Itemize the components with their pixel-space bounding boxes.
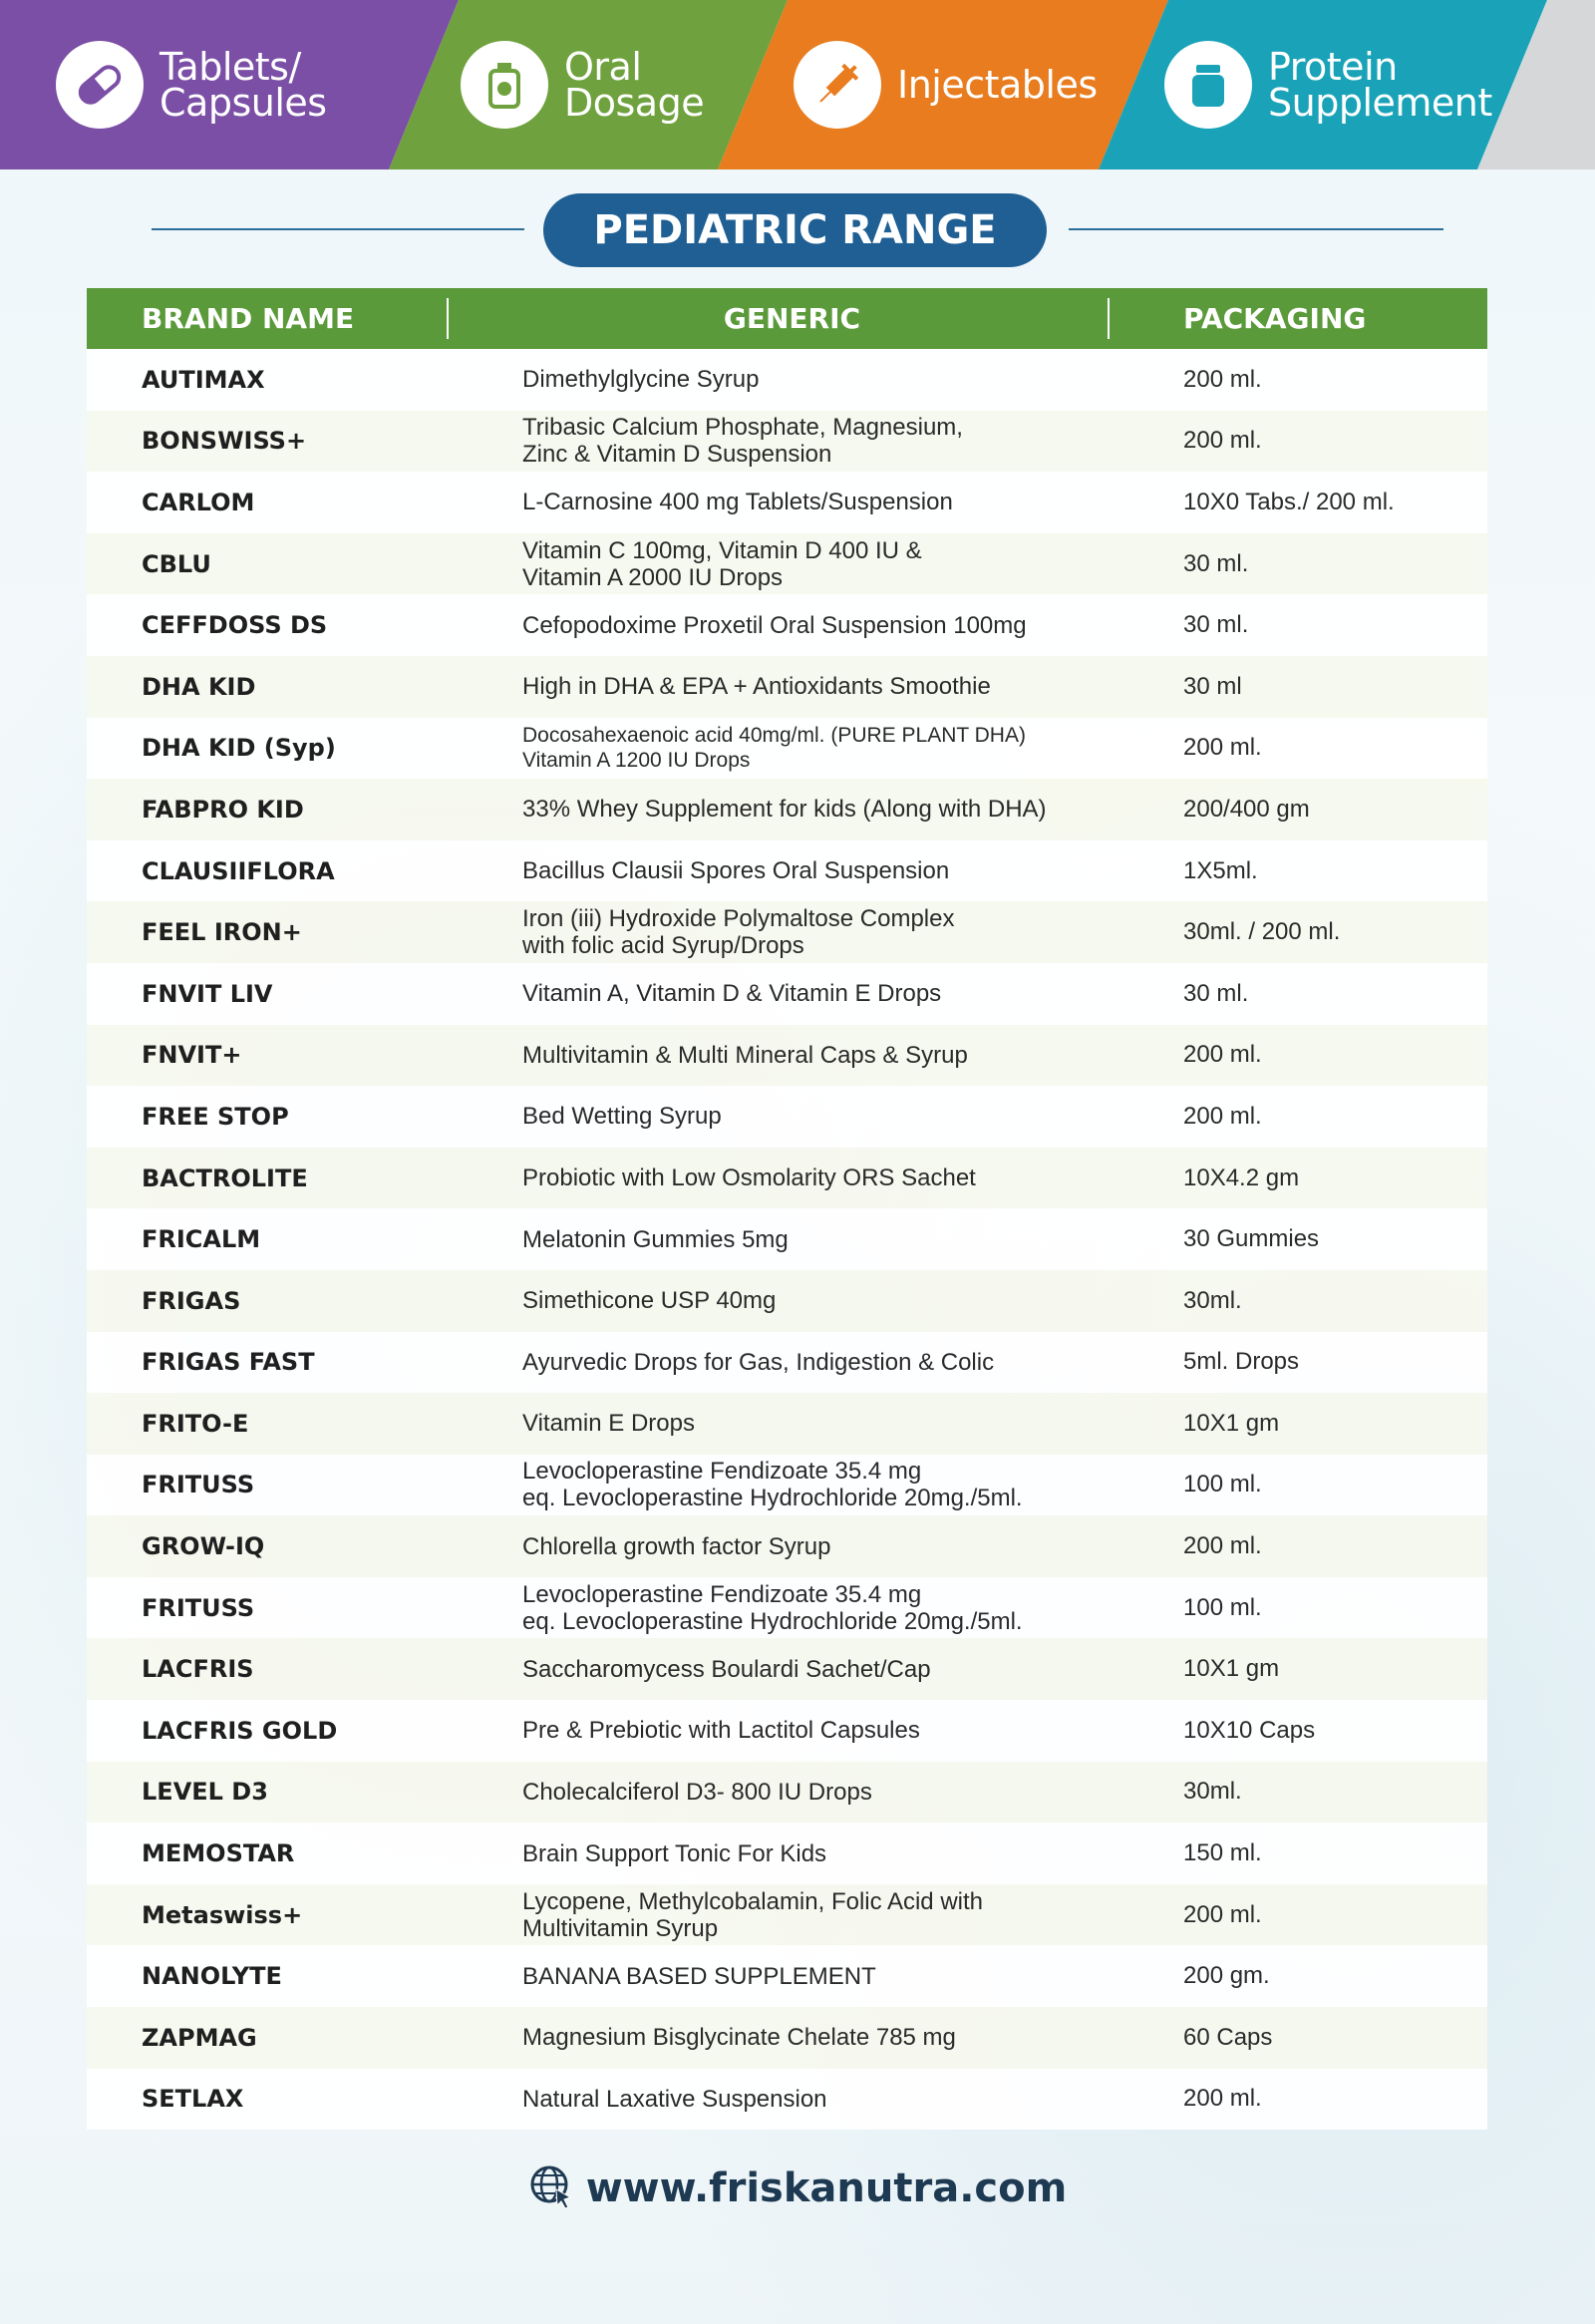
packaging-cell: 10X10 Caps (1183, 1716, 1316, 1744)
footer (0, 2154, 1595, 2223)
generic-line: Lycopene, Methylcobalamin, Folic Acid with (522, 1887, 983, 1915)
packaging-cell: 10X1 gm (1183, 1409, 1280, 1437)
generic-line: Levocloperastine Fendizoate 35.4 mg (522, 1580, 922, 1608)
table-row (87, 1823, 1487, 1884)
generic-line: Vitamin E Drops (522, 1410, 695, 1438)
tab-protein-supplement[interactable] (1164, 0, 1492, 169)
website-link[interactable]: www.friskanutra.com (585, 2165, 1068, 2211)
generic-line: Pre & Prebiotic with Lactitol Capsules (522, 1717, 920, 1745)
table-row (87, 2007, 1487, 2069)
generic-cell (522, 533, 1160, 595)
generic-line: Multivitamin & Multi Mineral Caps & Syrup (522, 1041, 968, 1069)
protein-jar-icon (1164, 41, 1252, 129)
tab-label: Tablets/ Capsules (160, 45, 327, 125)
brand-name-cell: FABPRO KID (142, 795, 304, 824)
brand-name-cell: CBLU (142, 549, 211, 578)
tab-injectables[interactable] (794, 0, 1098, 169)
generic-line: Ayurvedic Drops for Gas, Indigestion & Colic (522, 1348, 995, 1376)
table-row (87, 1762, 1487, 1824)
brand-name-cell: FREE STOP (142, 1102, 289, 1131)
generic-cell (522, 656, 1160, 718)
brand-name-cell: Metaswiss+ (142, 1900, 303, 1929)
table-row (87, 1208, 1487, 1270)
brand-name-cell: CLAUSIIFLORA (142, 856, 335, 885)
generic-line: Levocloperastine Fendizoate 35.4 mg (522, 1458, 922, 1486)
capsule-icon (56, 41, 144, 129)
generic-cell (522, 1515, 1160, 1577)
packaging-cell: 10X4.2 gm (1183, 1163, 1300, 1191)
brand-name-cell: MEMOSTAR (142, 1839, 295, 1868)
generic-line: Vitamin A 1200 IU Drops (522, 749, 751, 773)
generic-line: with folic acid Syrup/Drops (522, 932, 804, 960)
brand-name-cell: NANOLYTE (142, 1962, 282, 1991)
table-header (87, 288, 1487, 349)
page-title: PEDIATRIC RANGE (543, 193, 1047, 267)
generic-line: eq. Levocloperastine Hydrochloride 20mg./5ml. (522, 1485, 1023, 1512)
generic-line: Bacillus Clausii Spores Oral Suspension (522, 857, 950, 885)
header-divider (1108, 298, 1110, 339)
tab-label: Oral Dosage (564, 45, 705, 125)
packaging-cell: 200 ml. (1183, 427, 1262, 455)
brand-name-cell: SETLAX (142, 2085, 244, 2114)
generic-line: Simethicone USP 40mg (522, 1287, 777, 1315)
tab-tablets-capsules[interactable] (56, 0, 327, 169)
table-row (87, 779, 1487, 840)
generic-cell (522, 779, 1160, 840)
brand-name-cell: FNVIT LIV (142, 979, 273, 1008)
generic-line: Cefopodoxime Proxetil Oral Suspension 100mg (522, 611, 1027, 639)
table-row (87, 1393, 1487, 1455)
generic-cell (522, 1332, 1160, 1394)
generic-cell (522, 1455, 1160, 1516)
generic-line: Probiotic with Low Osmolarity ORS Sachet (522, 1164, 976, 1192)
generic-line: Saccharomycess Boulardi Sachet/Cap (522, 1655, 931, 1683)
generic-line: eq. Levocloperastine Hydrochloride 20mg./5ml. (522, 1607, 1023, 1635)
packaging-cell: 200 gm. (1183, 1962, 1270, 1990)
generic-line: Chlorella growth factor Syrup (522, 1532, 831, 1560)
packaging-cell: 5ml. Drops (1183, 1348, 1300, 1376)
packaging-cell: 200 ml. (1183, 1102, 1262, 1130)
table-row (87, 1638, 1487, 1700)
generic-line: BANANA BASED SUPPLEMENT (522, 1962, 876, 1990)
generic-cell (522, 472, 1160, 533)
packaging-cell: 30ml. (1183, 1778, 1242, 1806)
table-row (87, 472, 1487, 533)
column-header-brand: BRAND NAME (142, 302, 355, 335)
brand-name-cell: CARLOM (142, 488, 255, 516)
brand-name-cell: CEFFDOSS DS (142, 611, 328, 640)
packaging-cell: 10X1 gm (1183, 1655, 1280, 1683)
brand-name-cell: FEEL IRON+ (142, 918, 302, 947)
generic-cell (522, 901, 1160, 963)
packaging-cell: 30 Gummies (1183, 1225, 1320, 1253)
table-row (87, 2069, 1487, 2131)
packaging-cell: 30ml. / 200 ml. (1183, 918, 1341, 946)
packaging-cell: 200 ml. (1183, 1041, 1262, 1069)
brand-name-cell: FRITUSS (142, 1593, 255, 1622)
title-rule-right (1069, 228, 1443, 230)
generic-cell (522, 1025, 1160, 1087)
generic-line: Docosahexaenoic acid 40mg/ml. (PURE PLANT DHA) (522, 724, 1026, 748)
packaging-cell: 200/400 gm (1183, 795, 1310, 823)
packaging-cell: 100 ml. (1183, 1593, 1262, 1621)
packaging-cell: 30ml. (1183, 1286, 1242, 1314)
brand-name-cell: FRIGAS (142, 1286, 241, 1315)
packaging-cell: 30 ml. (1183, 611, 1249, 639)
generic-cell (522, 1270, 1160, 1332)
brand-name-cell: LACFRIS (142, 1655, 254, 1684)
packaging-cell: 10X0 Tabs./ 200 ml. (1183, 488, 1395, 515)
table-row (87, 1148, 1487, 1209)
table-row (87, 594, 1487, 656)
table-row (87, 1945, 1487, 2007)
generic-cell (522, 594, 1160, 656)
table-row (87, 718, 1487, 780)
packaging-cell: 200 ml. (1183, 1532, 1262, 1560)
medicine-bottle-icon (461, 41, 548, 129)
table-row (87, 1515, 1487, 1577)
brand-name-cell: FRIGAS FAST (142, 1348, 315, 1377)
generic-line: Tribasic Calcium Phosphate, Magnesium, (522, 414, 963, 442)
packaging-cell: 30 ml. (1183, 979, 1249, 1007)
generic-line: Melatonin Gummies 5mg (522, 1225, 789, 1253)
generic-cell (522, 1393, 1160, 1455)
table-row (87, 840, 1487, 902)
generic-line: Vitamin A, Vitamin D & Vitamin E Drops (522, 980, 942, 1008)
brand-name-cell: BONSWISS+ (142, 427, 307, 456)
generic-cell (522, 1148, 1160, 1209)
generic-cell (522, 1945, 1160, 2007)
table-row (87, 1455, 1487, 1516)
generic-line: Zinc & Vitamin D Suspension (522, 441, 832, 469)
brand-name-cell: FNVIT+ (142, 1041, 242, 1070)
brand-name-cell: ZAPMAG (142, 2023, 257, 2052)
table-row (87, 963, 1487, 1025)
packaging-cell: 150 ml. (1183, 1839, 1262, 1867)
table-row (87, 349, 1487, 411)
globe-cursor-icon (528, 2163, 574, 2214)
generic-cell (522, 718, 1160, 780)
generic-cell (522, 2069, 1160, 2131)
table-row (87, 1577, 1487, 1639)
generic-cell (522, 1762, 1160, 1824)
syringe-icon (794, 41, 881, 129)
generic-cell (522, 411, 1160, 473)
tab-label: Protein Supplement (1268, 45, 1492, 125)
brand-name-cell: DHA KID (142, 672, 256, 701)
packaging-cell: 200 ml. (1183, 734, 1262, 762)
category-header (0, 0, 1595, 169)
product-table (87, 288, 1487, 2130)
generic-line: Bed Wetting Syrup (522, 1103, 722, 1131)
table-row (87, 1086, 1487, 1148)
generic-cell (522, 2007, 1160, 2069)
brand-name-cell: FRICALM (142, 1225, 261, 1254)
column-header-packaging: PACKAGING (1183, 302, 1367, 335)
generic-line: L-Carnosine 400 mg Tablets/Suspension (522, 489, 953, 516)
table-row (87, 901, 1487, 963)
generic-line: Cholecalciferol D3- 800 IU Drops (522, 1778, 872, 1806)
generic-cell (522, 1208, 1160, 1270)
table-row (87, 1270, 1487, 1332)
table-body (87, 349, 1487, 2130)
table-row (87, 1025, 1487, 1087)
generic-line: Vitamin A 2000 IU Drops (522, 563, 784, 591)
generic-line: Dimethylglycine Syrup (522, 366, 760, 394)
table-row (87, 1700, 1487, 1762)
generic-cell (522, 1884, 1160, 1946)
generic-line: Vitamin C 100mg, Vitamin D 400 IU & (522, 536, 922, 564)
packaging-cell: 200 ml. (1183, 365, 1262, 393)
column-header-generic: GENERIC (723, 302, 861, 335)
generic-line: Iron (iii) Hydroxide Polymaltose Complex (522, 905, 955, 933)
brand-name-cell: BACTROLITE (142, 1163, 308, 1192)
packaging-cell: 200 ml. (1183, 1900, 1262, 1928)
brand-name-cell: FRITO-E (142, 1409, 249, 1438)
generic-cell (522, 349, 1160, 411)
tab-oral-dosage[interactable] (461, 0, 704, 169)
packaging-cell: 200 ml. (1183, 2085, 1262, 2113)
generic-cell (522, 963, 1160, 1025)
generic-cell (522, 1577, 1160, 1639)
table-row (87, 411, 1487, 473)
brand-name-cell: DHA KID (Syp) (142, 734, 336, 763)
generic-cell (522, 1823, 1160, 1884)
brand-name-cell: GROW-IQ (142, 1532, 265, 1561)
generic-cell (522, 840, 1160, 902)
generic-line: Brain Support Tonic For Kids (522, 1839, 827, 1867)
generic-line: Natural Laxative Suspension (522, 2085, 827, 2113)
generic-line: Multivitamin Syrup (522, 1914, 719, 1942)
generic-cell (522, 1700, 1160, 1762)
table-row (87, 1884, 1487, 1946)
generic-line: Magnesium Bisglycinate Chelate 785 mg (522, 2024, 956, 2052)
packaging-cell: 30 ml. (1183, 549, 1249, 577)
packaging-cell: 1X5ml. (1183, 856, 1258, 884)
tab-label: Injectables (897, 63, 1098, 107)
packaging-cell: 30 ml (1183, 672, 1242, 700)
packaging-cell: 60 Caps (1183, 2023, 1273, 2051)
generic-line: 33% Whey Supplement for kids (Along with DHA) (522, 796, 1047, 824)
title-rule-left (152, 228, 524, 230)
brand-name-cell: LEVEL D3 (142, 1778, 268, 1807)
generic-cell (522, 1086, 1160, 1148)
brand-name-cell: FRITUSS (142, 1471, 255, 1499)
generic-cell (522, 1638, 1160, 1700)
packaging-cell: 100 ml. (1183, 1471, 1262, 1498)
table-row (87, 656, 1487, 718)
brand-name-cell: AUTIMAX (142, 365, 265, 394)
brand-name-cell: LACFRIS GOLD (142, 1716, 338, 1745)
generic-line: High in DHA & EPA + Antioxidants Smoothie (522, 673, 991, 701)
table-row (87, 533, 1487, 595)
table-row (87, 1332, 1487, 1394)
